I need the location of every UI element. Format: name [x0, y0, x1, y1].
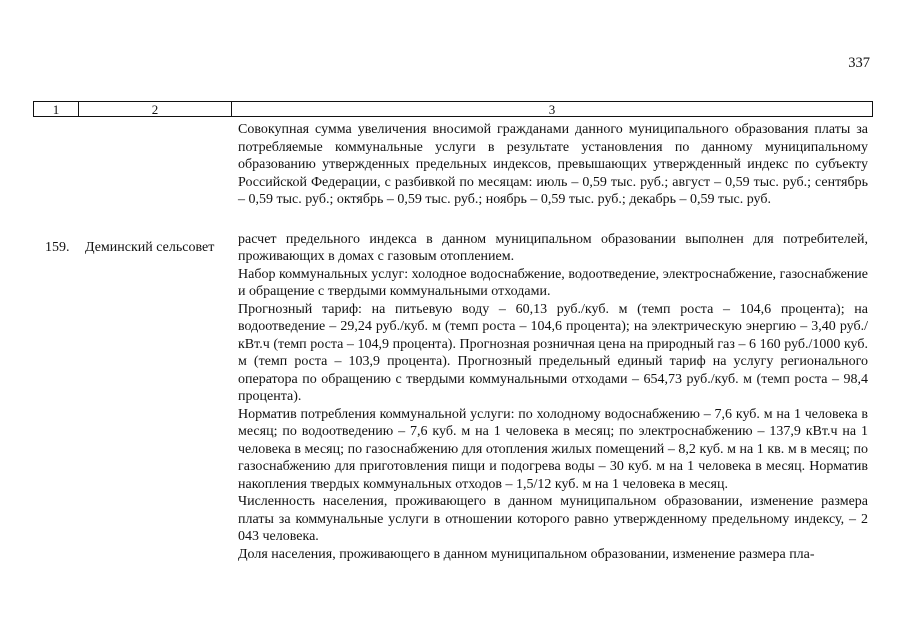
entry-paragraph: Прогнозный тариф: на питьевую воду – 60,13 руб./куб. м (темп роста – 104,6 процента); на водоотведение – 29,24 руб./куб. м (темп роста – 104,6 процента); на электрическую энергию – 3,40 руб./кВт.ч (темп роста – 104,9 процента). Прогнозная розничная цена на природный газ – 6 160 руб./1000 куб. м (темп роста – 103,9 процента). Прогнозный предельный единый тариф на услугу регионального оператора по обращению с твердыми коммунальными отходами – 654,73 руб./куб. м (темп роста – 98,4 процента).: [238, 301, 868, 404]
entry-municipality-name: Деминский сельсовет: [85, 240, 215, 255]
entry-paragraph: Доля населения, проживающего в данном муниципальном образовании, изменение размера пла-: [238, 546, 815, 562]
continuation-paragraph: Совокупная сумма увеличения вносимой гражданами данного муниципального образования платы за потребляемые коммунальные услуги в результате установления по данному муниципальному образованию утвержденных предельных индексов, превышающих утвержденный индекс по субъекту Российской Федерации, с разбивкой по месяцам: июль – 0,59 тыс. руб.; август – 0,59 тыс. руб.; сентябрь – 0,59 тыс. руб.; октябрь – 0,59 тыс. руб.; ноябрь – 0,59 тыс. руб.; декабрь – 0,59 тыс. руб.: [238, 122, 868, 207]
column-number-1: 1: [34, 102, 79, 117]
entry-paragraph: Численность населения, проживающего в данном муниципальном образовании, изменение размера платы за коммунальные услуги в отношении которого равно утвержденному предельному индексу, – 2 043 человека.: [238, 494, 868, 544]
column-number-2: 2: [79, 102, 232, 117]
entry-number: 159.: [45, 240, 70, 255]
column-3-text: [238, 121, 868, 563]
entry-paragraph: Набор коммунальных услуг: холодное водоснабжение, водоотведение, электроснабжение, газоснабжение и обращение с твердыми коммунальными отходами.: [238, 266, 868, 299]
table-header-row: [33, 101, 873, 117]
page-number: 337: [848, 55, 870, 71]
column-number-3: 3: [232, 102, 873, 117]
entry-paragraph: Норматив потребления коммунальной услуги: по холодному водоснабжению – 7,6 куб. м на 1 человека в месяц; по водоотведению – 7,6 куб. м на 1 человека в месяц; по электроснабжению – 137,9 кВт.ч на 1 человека в месяц; по газоснабжению для отопления жилых помещений – 8,2 куб. м на 1 кв. м в месяц; по газоснабжению для приготовления пищи и подогрева воды – 30 куб. м на 1 человека в месяц. Норматив накопления твердых коммунальных отходов – 1,5/12 куб. м на 1 человека в месяц.: [238, 406, 868, 492]
entry-paragraph: расчет предельного индекса в данном муниципальном образовании выполнен для потребителей, проживающих в домах с газовым отоплением.: [238, 231, 868, 264]
